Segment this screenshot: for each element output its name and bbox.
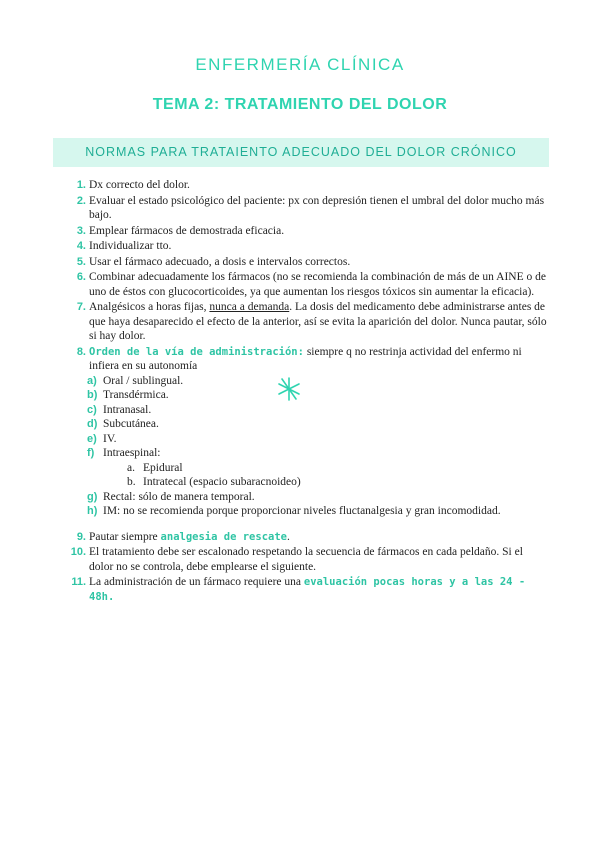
list-item: [76, 224, 550, 239]
item-text: Evaluar el estado psicológico del paciente: px con depresión tienen el umbral del dolor mucho más bajo.: [89, 194, 545, 221]
item-number: 1.: [76, 179, 86, 191]
item-number: 6.: [76, 271, 86, 283]
intraspinal-item: a. Epidural: [127, 461, 183, 474]
route-item: b) Transdérmica.: [87, 389, 169, 401]
list-item: [76, 345, 550, 519]
item-text: Combinar adecuadamente los fármacos (no se recomienda la combinación de más de un AINE o de uno de éstos con glucocorticoides, ya que aumentan los riesgos tóxicos sin aumentar la eficacia).: [89, 271, 546, 298]
list-item: [76, 194, 550, 223]
item-number: 7.: [76, 301, 86, 313]
item-number: 8.: [76, 345, 86, 358]
route-item: h) IM: no se recomienda porque proporcionar niveles fluctanalgesia y gran incomodidad.: [87, 505, 501, 517]
item-text: Orden de la vía de administración: siempre q no restrinja actividad del enfermo ni infiera en su autonomía a) Oral / sublingual. b) Transdérmica. c) Intranasal. d) Subcutánea. e) IV. f) Intraespinal: a. Epidural b. Intratecal (espacio subaracnoideo) g) Rectal: sólo de manera temporal. h) IM: no se recomienda porque proporcionar niveles fluctanalgesia y gran incomodidad.: [89, 345, 550, 519]
item-number: 9.: [76, 530, 86, 543]
item-text: Dx correcto del dolor.: [89, 179, 190, 191]
highlight-phrase: analgesia de rescate: [160, 530, 287, 543]
list-item: [76, 239, 550, 254]
norms-list: [70, 178, 550, 605]
item-text: Emplear fármacos de demostrada eficacia.: [89, 224, 285, 237]
route-item: e) IV.: [87, 432, 117, 445]
highlight-phrase: evaluación pocas horas y a las 24 - 48h.: [89, 576, 526, 603]
item-number: 4.: [76, 240, 86, 252]
list-item: [76, 530, 550, 545]
item-text: Analgésicos a horas fijas, nunca a demanda. La dosis del medicamento debe administrarse antes de que haya desaparecido el efecto de la anterior, así se evita la aparición del dolor. Nunca pautar, sólo si hay dolor.: [89, 301, 547, 342]
list-item: [76, 300, 550, 344]
route-item: a) Oral / sublingual.: [87, 374, 184, 387]
item-number: 11.: [71, 576, 86, 588]
list-item: [70, 545, 550, 574]
item-text: El tratamiento debe ser escalonado respetando la secuencia de fármacos en cada peldaño. Si el dolor no se controla, debe emplearse el siguiente.: [89, 546, 523, 573]
course-title: ENFERMERÍA CLÍNICA: [195, 55, 405, 74]
item-text: Pautar siempre analgesia de rescate.: [89, 530, 290, 543]
item-number: 3.: [76, 224, 86, 237]
item-number: 5.: [76, 255, 86, 268]
item-text: La administración de un fármaco requiere una evaluación pocas horas y a las 24 - 48h.: [89, 576, 526, 603]
item-number: 2.: [76, 194, 86, 207]
section-banner-text: NORMAS PARA TRATAIENTO ADECUADO DEL DOLOR CRÓNICO: [85, 145, 517, 159]
item-text: Usar el fármaco adecuado, a dosis e intervalos correctos.: [89, 255, 351, 268]
topic-title: TEMA 2: TRATAMIENTO DEL DOLOR: [152, 96, 448, 113]
route-item: d) Subcutánea.: [87, 418, 159, 430]
route-item: f) Intraespinal:: [87, 447, 161, 459]
route-item: c) Intranasal.: [87, 403, 152, 416]
item-text: Individualizar tto.: [89, 240, 172, 252]
intraspinal-item: b. Intratecal (espacio subaracnoideo): [127, 476, 301, 488]
asterisk-doodle-icon: [277, 377, 301, 401]
list-item: [76, 255, 550, 270]
route-item: g) Rectal: sólo de manera temporal.: [87, 490, 255, 503]
list-item: [76, 270, 550, 299]
list-item: [76, 178, 550, 193]
underlined-phrase: nunca a demanda: [209, 301, 290, 313]
list-item: [71, 575, 550, 604]
highlight-phrase: Orden de la vía de administración:: [89, 345, 304, 358]
section-banner: [53, 138, 549, 167]
item-number: 10.: [70, 546, 86, 558]
